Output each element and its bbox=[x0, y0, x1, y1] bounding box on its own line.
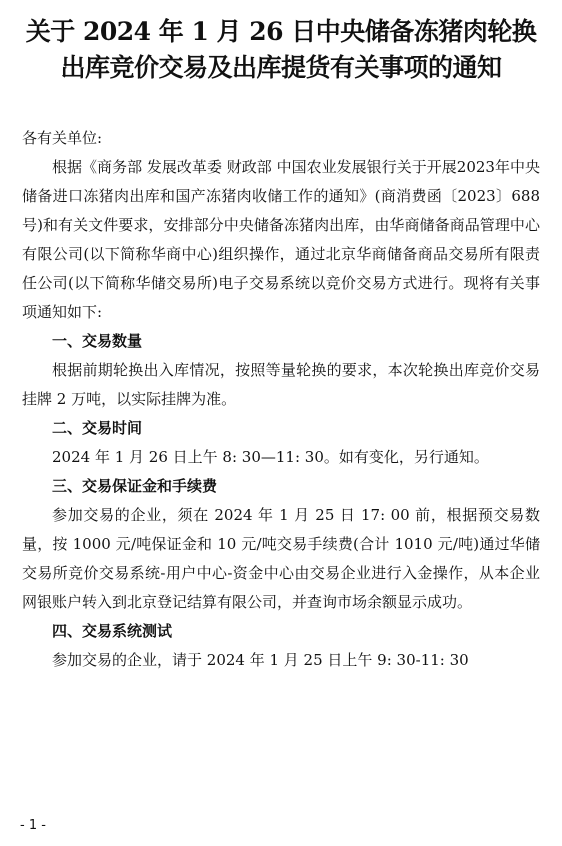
document-body bbox=[22, 124, 540, 675]
section-heading-deposit: 三、交易保证金和手续费 bbox=[52, 477, 218, 495]
section-body-deposit: 参加交易的企业，须在 2024 年 1 月 25 日 17: 00 前，根据预交易数量，按 1000 元/吨保证金和 10 元/吨交易手续费(合计 1010 元/吨)通过华储交易所竞价交易系统-用户中心-资金中心由交易企业进行入金操作，从本企业网银账户转入到北京登记结算有限公司，并查询市场余额显示成功。 bbox=[22, 506, 540, 611]
section-heading-quantity: 一、交易数量 bbox=[52, 332, 143, 350]
page-number: - 1 - bbox=[20, 818, 46, 833]
section-heading-test: 四、交易系统测试 bbox=[52, 622, 173, 640]
title-line-1: 关于 2024 年 1 月 26 日中央储备冻猪肉轮换 bbox=[25, 17, 537, 46]
document-title bbox=[18, 14, 544, 86]
intro-paragraph: 根据《商务部 发展改革委 财政部 中国农业发展银行关于开展2023年中央储备进口冻猪肉出库和国产冻猪肉收储工作的通知》(商消费函〔2023〕688号)和有关文件要求，安排部分中央储备冻猪肉出库，由华商储备商品管理中心有限公司(以下简称华商中心)组织操作，通过北京华商储备商品交易所有限责任公司(以下简称华储交易所)电子交易系统以竞价交易方式进行。现将有关事项通知如下: bbox=[22, 158, 540, 321]
section-body-quantity: 根据前期轮换出入库情况，按照等量轮换的要求，本次轮换出库竞价交易挂牌 2 万吨，以实际挂牌为准。 bbox=[22, 361, 540, 408]
title-line-2: 出库竞价交易及出库提货有关事项的通知 bbox=[60, 53, 502, 82]
section-body-test: 参加交易的企业，请于 2024 年 1 月 25 日上午 9: 30-11: 30 bbox=[52, 651, 469, 669]
section-body-time: 2024 年 1 月 26 日上午 8: 30—11: 30。如有变化，另行通知。 bbox=[52, 448, 489, 466]
section-heading-time: 二、交易时间 bbox=[52, 419, 143, 437]
addressee: 各有关单位: bbox=[22, 129, 103, 147]
